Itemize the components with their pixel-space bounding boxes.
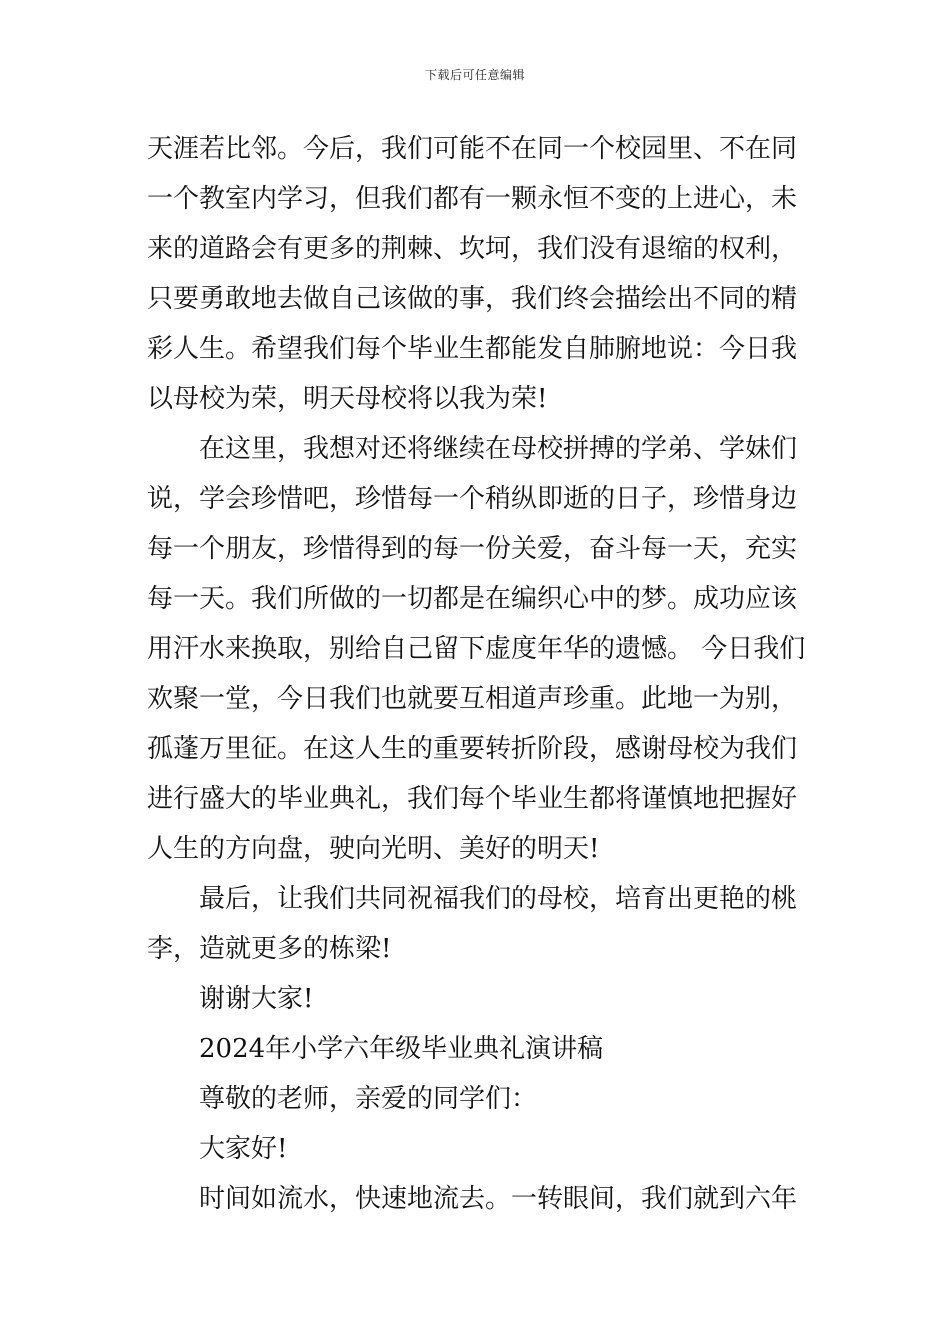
text-line: 孤蓬万里征。在这人生的重要转折阶段，感谢母校为我们 — [147, 734, 798, 764]
greeting-line: 大家好! — [199, 1134, 288, 1164]
text-line: 进行盛大的毕业典礼，我们每个毕业生都将谨慎地把握好 — [147, 784, 798, 814]
text-line: 天涯若比邻。今后，我们可能不在同一个校园里、不在同 — [147, 134, 798, 164]
text-line: 人生的方向盘，驶向光明、美好的明天! — [147, 834, 600, 864]
paragraph-start-line: 时间如流水，快速地流去。一转眼间，我们就到六年 — [199, 1184, 798, 1214]
text-line: 来的道路会有更多的荆棘、坎坷，我们没有退缩的权利， — [147, 234, 798, 264]
header-note: 下载后可任意编辑 — [424, 68, 525, 82]
text-line: 以母校为荣，明天母校将以我为荣! — [147, 384, 548, 414]
text-line: 只要勇敢地去做自己该做的事，我们终会描绘出不同的精 — [147, 284, 798, 314]
speech-title: 2024年小学六年级毕业典礼演讲稿 — [199, 1034, 604, 1064]
text-line: 一个教室内学习，但我们都有一颗永恒不变的上进心，未 — [147, 184, 798, 214]
text-line: 每一个朋友，珍惜得到的每一份关爱，奋斗每一天，充实 — [147, 534, 798, 564]
closing-line: 谢谢大家! — [199, 984, 314, 1014]
text-line: 说，学会珍惜吧，珍惜每一个稍纵即逝的日子，珍惜身边 — [147, 484, 798, 514]
salutation-line: 尊敬的老师，亲爱的同学们： — [199, 1084, 538, 1114]
text-line: 用汗水来换取，别给自己留下虚度年华的遗憾。 今日我们 — [147, 634, 806, 664]
text-line: 彩人生。希望我们每个毕业生都能发自肺腑地说：今日我 — [147, 334, 798, 364]
paragraph-start-line: 在这里，我想对还将继续在母校拼搏的学弟、学妹们 — [199, 434, 798, 464]
text-line: 欢聚一堂，今日我们也就要互相道声珍重。此地一为别， — [147, 684, 798, 714]
document-body — [147, 124, 807, 1224]
text-line: 每一天。我们所做的一切都是在编织心中的梦。成功应该 — [147, 584, 798, 614]
paragraph-start-line: 最后，让我们共同祝福我们的母校，培育出更艳的桃 — [199, 884, 798, 914]
text-line: 李，造就更多的栋梁! — [147, 934, 392, 964]
